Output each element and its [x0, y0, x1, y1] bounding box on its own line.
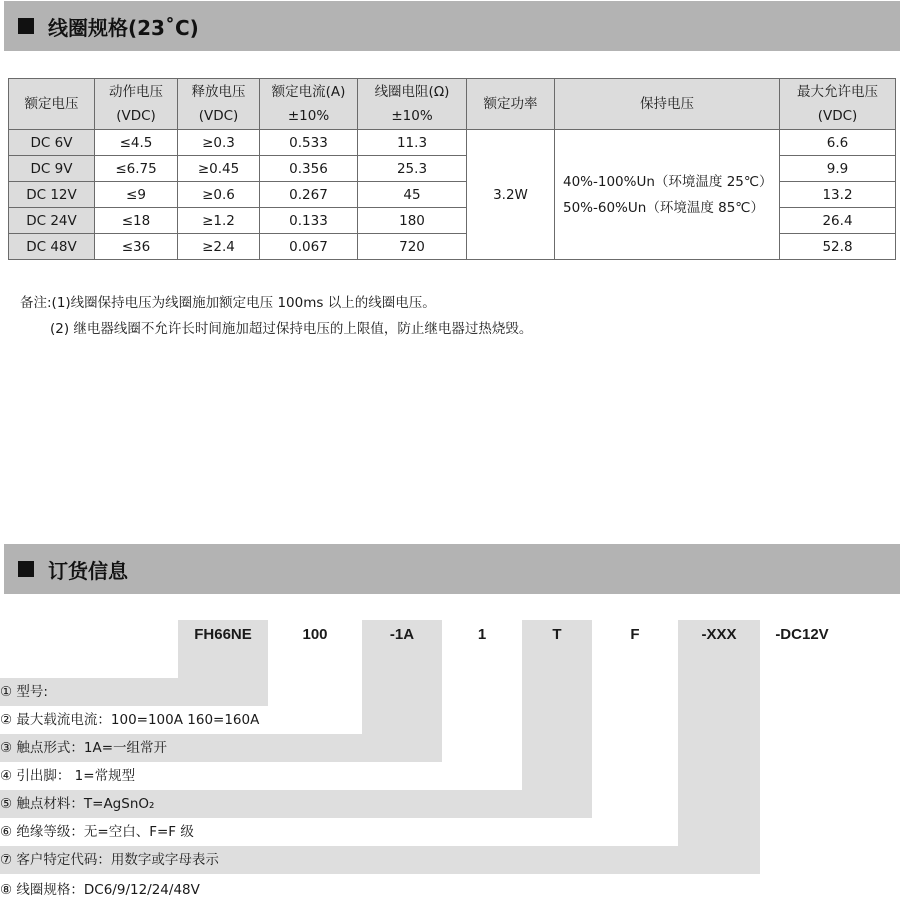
rated-power-cell: 3.2W	[467, 130, 555, 260]
table-cell: ≥0.3	[178, 130, 260, 156]
table-cell: ≤4.5	[95, 130, 178, 156]
table-cell: 11.3	[358, 130, 467, 156]
legend-item: ⑤ 触点材料：T=AgSnO₂	[0, 790, 592, 818]
legend-item: ⑦ 客户特定代码：用数字或字母表示	[0, 846, 760, 874]
header-cell: 额定电压	[9, 79, 95, 130]
legend-item: ④ 引出脚： 1=常规型	[0, 768, 136, 784]
table-cell: ≥0.45	[178, 156, 260, 182]
table-cell: DC 48V	[9, 234, 95, 260]
holding-voltage-cell: 40%-100%Un（环境温度 25℃） 50%-60%Un（环境温度 85℃）	[555, 130, 780, 260]
table-cell: ≤9	[95, 182, 178, 208]
table-cell: DC 24V	[9, 208, 95, 234]
order-code-segment: -XXX	[701, 626, 737, 643]
order-code-segment: -DC12V	[775, 626, 829, 643]
order-code-segment: FH66NE	[194, 626, 252, 643]
header-cell: 保持电压	[555, 79, 780, 130]
ordering-title: 订货信息	[48, 558, 128, 583]
header-cell: 最大允许电压 (VDC)	[780, 79, 896, 130]
table-cell: DC 12V	[9, 182, 95, 208]
ordering-header	[4, 544, 900, 594]
table-cell: 0.067	[260, 234, 358, 260]
table-cell: 9.9	[780, 156, 896, 182]
table-cell: ≥1.2	[178, 208, 260, 234]
table-cell: 6.6	[780, 130, 896, 156]
table-cell: 0.267	[260, 182, 358, 208]
header-cell: 动作电压 (VDC)	[95, 79, 178, 130]
table-cell: ≥2.4	[178, 234, 260, 260]
table-cell: 26.4	[780, 208, 896, 234]
square-bullet-icon	[18, 18, 34, 34]
order-code-segment: 1	[477, 626, 487, 643]
table-cell: ≤36	[95, 234, 178, 260]
table-cell: 52.8	[780, 234, 896, 260]
order-code-segment: -1A	[389, 626, 415, 643]
header-cell: 线圈电阻(Ω) ±10%	[358, 79, 467, 130]
legend-item: ② 最大载流电流：100=100A 160=160A	[0, 712, 260, 728]
table-cell: 25.3	[358, 156, 467, 182]
order-code-segment: F	[630, 626, 640, 643]
table-cell: 13.2	[780, 182, 896, 208]
note-1: 备注:(1)线圈保持电压为线圈施加额定电压 100ms 以上的线圈电压。	[20, 295, 436, 311]
table-cell: DC 9V	[9, 156, 95, 182]
header-cell: 额定功率	[467, 79, 555, 130]
header-cell: 释放电压 (VDC)	[178, 79, 260, 130]
coil-spec-header	[4, 1, 900, 51]
coil-notes	[20, 290, 532, 342]
table-cell: DC 6V	[9, 130, 95, 156]
table-cell: ≥0.6	[178, 182, 260, 208]
table-cell: 45	[358, 182, 467, 208]
header-cell: 额定电流(A) ±10%	[260, 79, 358, 130]
table-cell: 180	[358, 208, 467, 234]
order-code-segment: 100	[302, 626, 328, 643]
table-cell: ≤18	[95, 208, 178, 234]
table-row	[9, 130, 896, 156]
legend-item: ③ 触点形式：1A=一组常开	[0, 734, 442, 762]
legend-item: ① 型号:	[0, 678, 268, 706]
table-cell: ≤6.75	[95, 156, 178, 182]
note-2: (2) 继电器线圈不允许长时间施加超过保持电压的上限值，防止继电器过热烧毁。	[50, 321, 533, 337]
code-connector	[678, 620, 760, 874]
table-cell: 0.356	[260, 156, 358, 182]
legend-item: ⑧ 线圈规格：DC6/9/12/24/48V	[0, 882, 200, 898]
table-cell: 0.133	[260, 208, 358, 234]
table-header-row	[9, 79, 896, 130]
square-bullet-icon	[18, 561, 34, 577]
order-code-segment: T	[552, 626, 562, 643]
table-cell: 0.533	[260, 130, 358, 156]
coil-spec-title: 线圈规格(23˚C)	[48, 15, 199, 40]
coil-spec-table	[8, 78, 896, 260]
legend-item: ⑥ 绝缘等级：无=空白、F=F 级	[0, 824, 194, 840]
table-cell: 720	[358, 234, 467, 260]
